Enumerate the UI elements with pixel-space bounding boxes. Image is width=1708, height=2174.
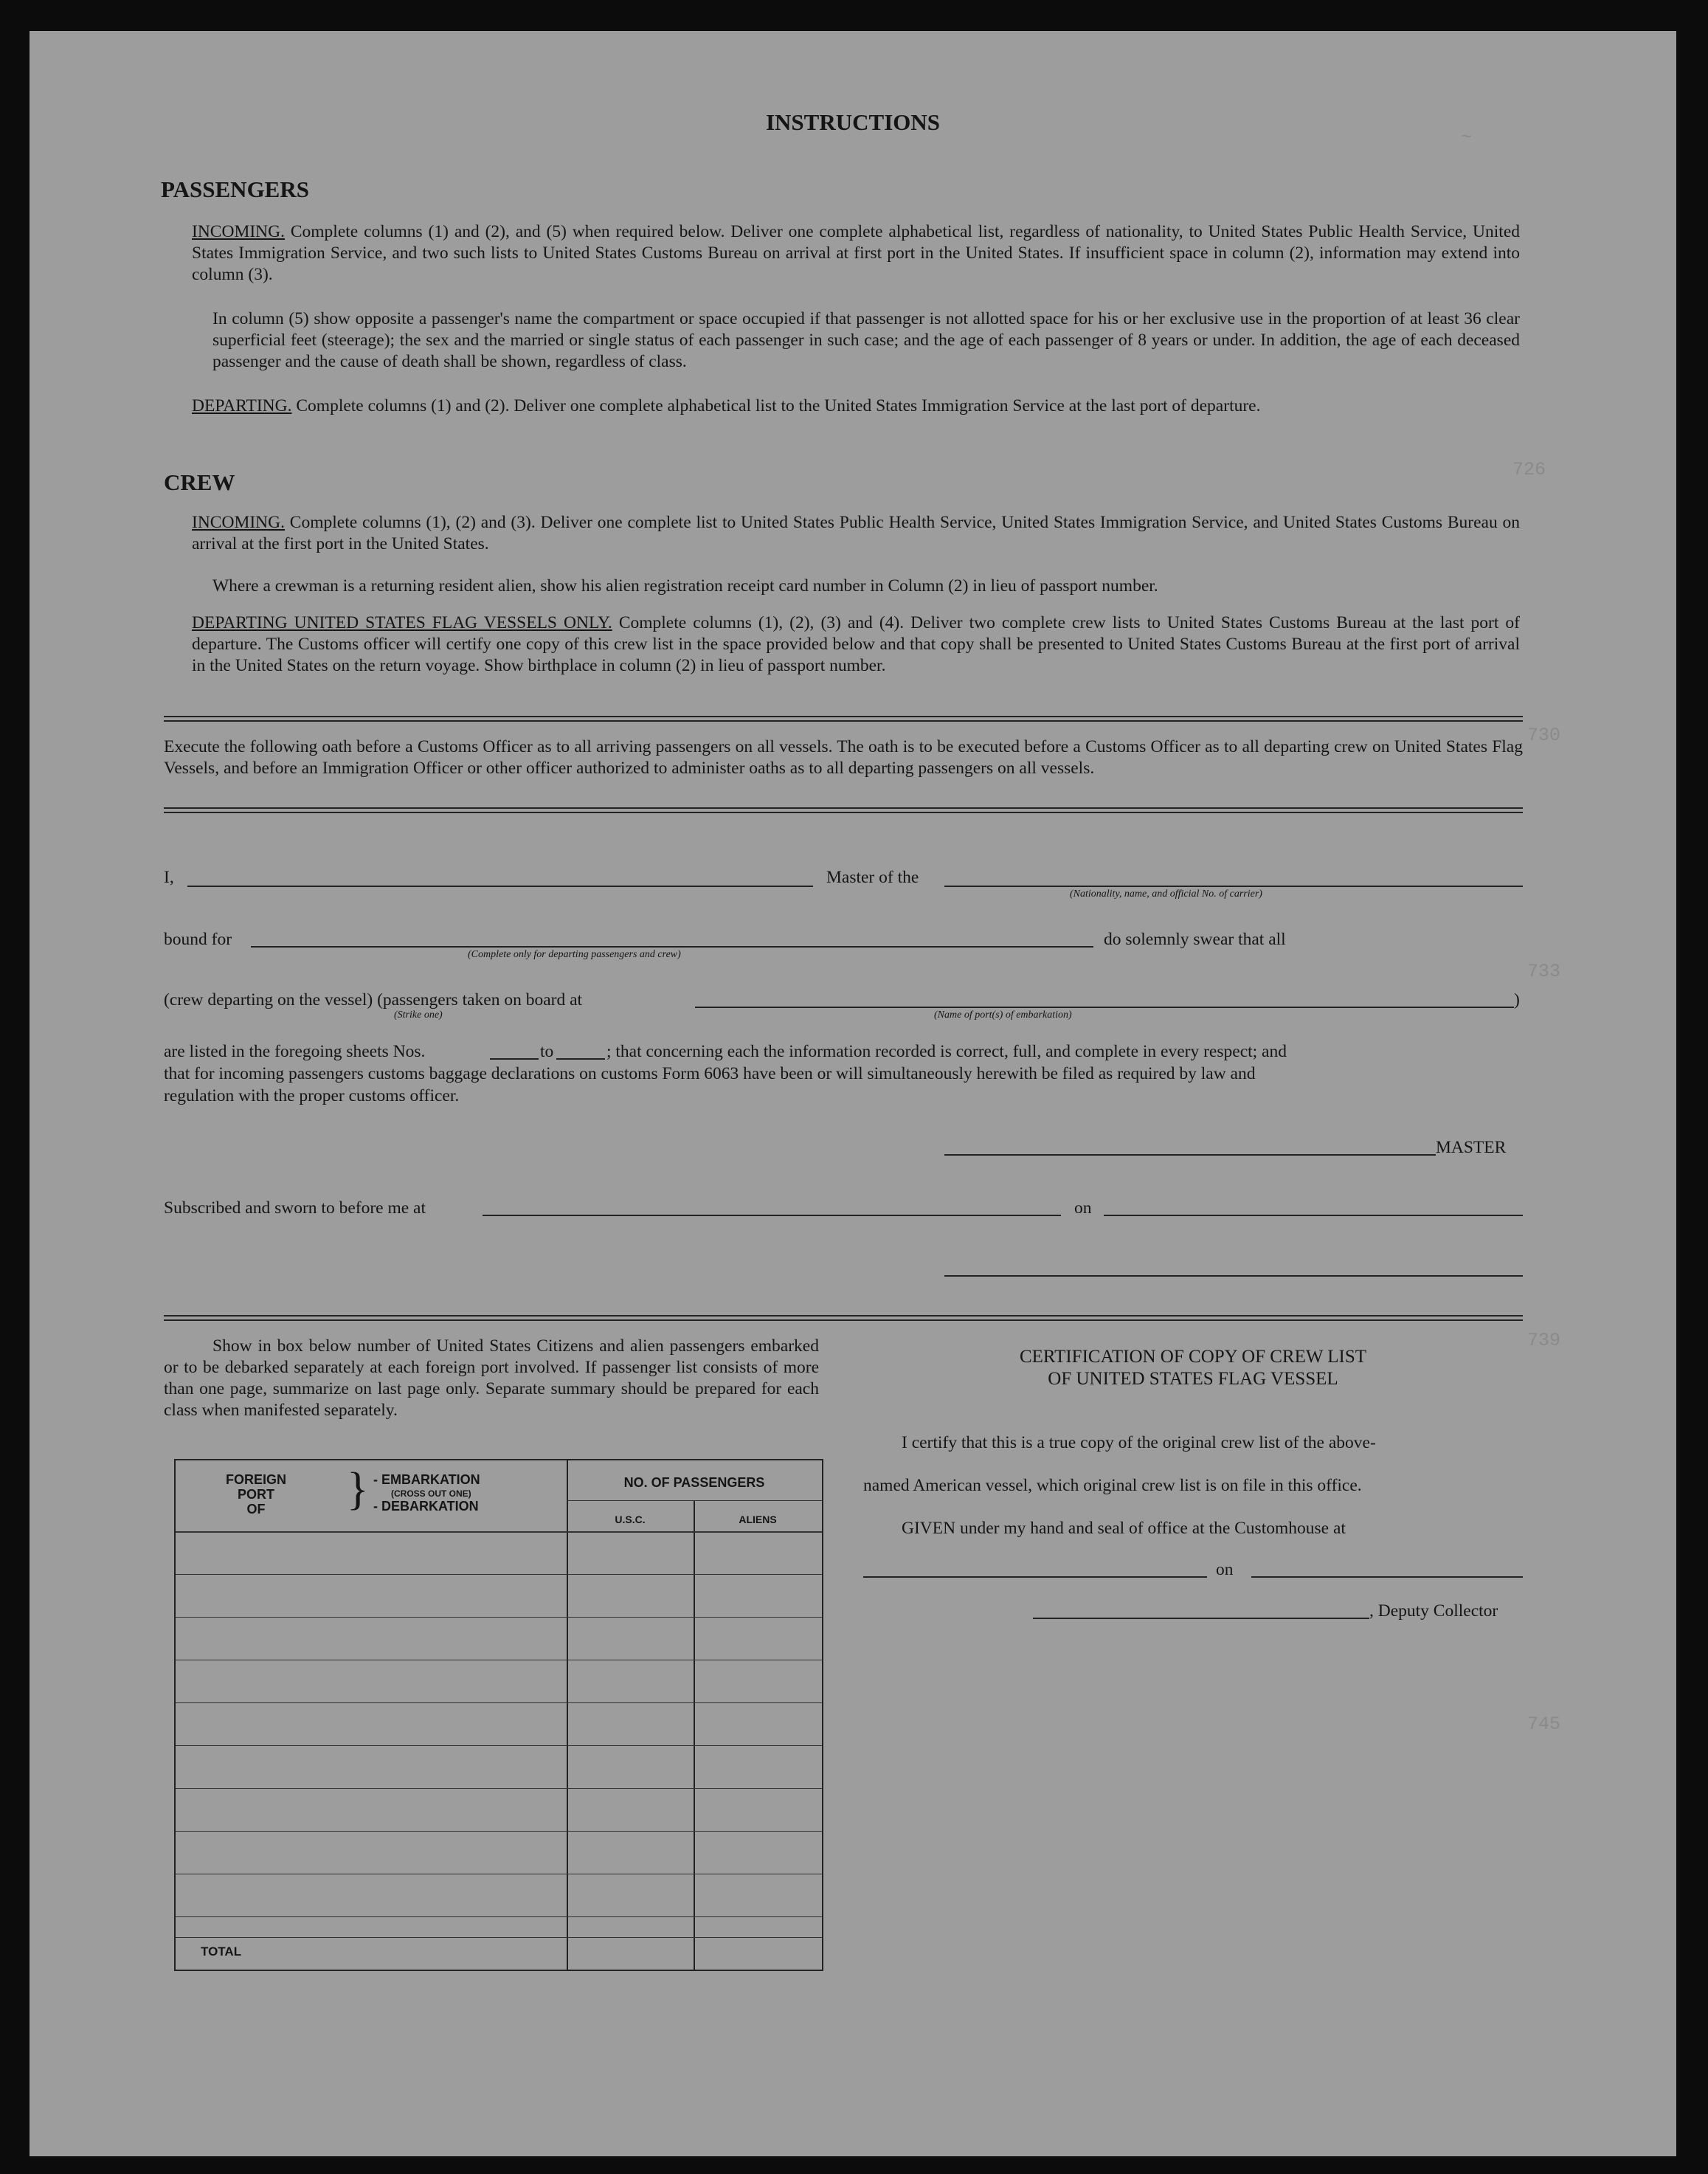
summary-instruction: Show in box below number of United States Citizens and alien passengers embarked or to be debarked separately at each foreign port involved. If passenger list consists of more than one page, summarize on last page only. Separate summary should be prepared for each class when manifested separately.	[164, 1336, 819, 1420]
table-row[interactable]	[176, 1745, 822, 1746]
nationality-caption: (Nationality, name, and official No. of carrier)	[1070, 888, 1262, 900]
crew-departing-text: Complete columns (1), (2), (3) and (4). Deliver two complete crew lists to United States Customs Bureau at the last port of departure. The Customs officer will certify one copy of this crew list in the space provided below and that copy shall be presented to United States Customs Bureau at the first port of arrival in the United States on the return voyage. Show birthplace in column (2) in lieu of passport number.	[192, 613, 1520, 675]
bleed-through-mark: ~	[1461, 127, 1473, 148]
embarkation-header: - EMBARKATION	[373, 1472, 480, 1487]
passengers-heading: PASSENGERS	[161, 176, 309, 202]
master-label: MASTER	[1436, 1138, 1507, 1157]
page-title: INSTRUCTIONS	[765, 109, 940, 135]
foreign-port-header-line: OF	[246, 1502, 266, 1516]
close-paren: )	[1514, 990, 1520, 1010]
carrier-line[interactable]	[944, 886, 1523, 887]
crew-incoming-paragraph	[192, 512, 1520, 555]
bleed-through-mark: 726	[1512, 459, 1546, 480]
subscribed-label: Subscribed and sworn to before me at	[164, 1198, 426, 1218]
master-name-line[interactable]	[187, 886, 813, 887]
cross-out-note: (CROSS OUT ONE)	[391, 1488, 471, 1499]
sheets-label: are listed in the foregoing sheets Nos.	[164, 1042, 426, 1061]
deputy-collector-label: , Deputy Collector	[1369, 1601, 1498, 1621]
certification-heading-line: CERTIFICATION OF COPY OF CREW LIST	[1019, 1347, 1367, 1367]
embarkation-port-line[interactable]	[695, 1007, 1514, 1008]
bound-for-line[interactable]	[251, 946, 1093, 948]
crew-passengers-label: (crew departing on the vessel) (passengers taken on board at	[164, 990, 583, 1010]
oath-i-label: I,	[164, 868, 174, 887]
no-passengers-header: NO. OF PASSENGERS	[623, 1475, 765, 1490]
passenger-summary-table	[174, 1459, 823, 1971]
table-divider	[176, 1531, 822, 1533]
embarkation-caption: (Name of port(s) of embarkation)	[934, 1010, 1072, 1021]
passengers-incoming-text: Complete columns (1) and (2), and (5) when required below. Deliver one complete alphabetical list, regardless of nationality, to United States Public Health Service, United States Immigration Service, and two such lists to United States Customs Bureau on arrival at first port in the United States. If insufficient space in column (2), information may extend into column (3).	[192, 222, 1520, 284]
passengers-column5-paragraph: In column (5) show opposite a passenger's name the compartment or space occupied if that passenger is not allotted space for his or her exclusive use in the proportion of at least 36 clear superficial feet (steerage); the sex and the married or single status of each passenger in such case; and the age of each passenger of 8 years or under. In addition, the age of each deceased passenger and the cause of death shall be shown, regardless of class.	[212, 309, 1520, 371]
passengers-incoming-paragraph	[192, 221, 1520, 286]
certify-text-2: named American vessel, which original crew list is on file in this office.	[863, 1476, 1362, 1495]
master-of-label: Master of the	[826, 868, 919, 887]
table-divider	[694, 1500, 695, 1970]
departing-caption: (Complete only for departing passengers and crew)	[468, 949, 681, 960]
oath-instruction: Execute the following oath before a Customs Officer as to all arriving passengers on all vessels. The oath is to be executed before a Customs Officer as to all departing crew on United States Flag Vessels, and before an Immigration Officer or other officer authorized to administer oaths as to all departing passengers on all vessels.	[164, 737, 1523, 778]
crew-incoming-lead: INCOMING.	[192, 513, 285, 532]
foreign-port-header-line: FOREIGN	[226, 1472, 287, 1487]
table-row[interactable]	[176, 1788, 822, 1789]
table-row[interactable]	[176, 1574, 822, 1575]
bleed-through-mark: 745	[1527, 1714, 1561, 1735]
table-row[interactable]	[176, 1916, 822, 1917]
table-divider	[567, 1500, 822, 1501]
certification-on-label: on	[1216, 1560, 1234, 1579]
aliens-header: ALIENS	[739, 1514, 777, 1525]
table-row[interactable]	[176, 1702, 822, 1703]
sheets-to-label: to	[540, 1042, 554, 1061]
brace-icon: }	[347, 1464, 369, 1514]
crew-incoming-text: Complete columns (1), (2) and (3). Deliver one complete list to United States Public Health Service, United States Immigration Service, and United States Customs Bureau on arrival at the first port in the United States.	[192, 513, 1520, 553]
crew-departing-paragraph	[192, 612, 1520, 677]
customhouse-line[interactable]	[863, 1576, 1207, 1578]
given-text: GIVEN under my hand and seal of office at the Customhouse at	[902, 1519, 1346, 1538]
deputy-signature-line[interactable]	[1033, 1618, 1369, 1619]
crew-departing-lead: DEPARTING UNITED STATES FLAG VESSELS ONLY.	[192, 613, 612, 632]
certification-heading-line: OF UNITED STATES FLAG VESSEL	[1048, 1369, 1338, 1389]
strike-one-caption: (Strike one)	[394, 1010, 443, 1021]
section-divider	[164, 1315, 1523, 1321]
bleed-through-mark: 730	[1527, 725, 1561, 746]
sworn-date-line[interactable]	[1104, 1215, 1523, 1216]
passengers-departing-text: Complete columns (1) and (2). Deliver one complete alphabetical list to the United States Immigration Service at the last port of departure.	[296, 396, 1261, 415]
debarkation-header: - DEBARKATION	[373, 1499, 479, 1514]
crew-resident-paragraph: Where a crewman is a returning resident alien, show his alien registration receipt card number in Column (2) in lieu of passport number.	[212, 576, 1158, 596]
certification-date-line[interactable]	[1251, 1576, 1523, 1578]
passengers-departing-paragraph	[192, 396, 1520, 417]
document-page	[30, 31, 1676, 2156]
foreign-port-header	[226, 1472, 286, 1516]
oath-text-line-1: ; that concerning each the information recorded is correct, full, and complete in every respect; and	[606, 1042, 1287, 1061]
officer-signature-line[interactable]	[944, 1275, 1523, 1277]
table-row[interactable]	[176, 1937, 822, 1938]
bleed-through-mark: 733	[1527, 961, 1561, 982]
certify-text-1: I certify that this is a true copy of the original crew list of the above-	[902, 1433, 1376, 1452]
oath-text-line-2: that for incoming passengers customs baggage declarations on customs Form 6063 have been or will simultaneously herewith be filed as required by law and	[164, 1064, 1256, 1083]
usc-header: U.S.C.	[615, 1514, 646, 1525]
bleed-through-mark: 739	[1527, 1330, 1561, 1351]
section-divider	[164, 807, 1523, 813]
passengers-departing-lead: DEPARTING.	[192, 396, 292, 415]
total-label: TOTAL	[201, 1944, 242, 1959]
sworn-place-line[interactable]	[483, 1215, 1061, 1216]
table-row[interactable]	[176, 1617, 822, 1618]
bound-for-label: bound for	[164, 930, 232, 949]
oath-text-line-3: regulation with the proper customs officer.	[164, 1086, 460, 1105]
foreign-port-header-line: PORT	[237, 1487, 274, 1502]
table-divider	[567, 1460, 568, 1970]
table-row[interactable]	[176, 1831, 822, 1832]
sheet-from-line[interactable]	[490, 1058, 539, 1060]
section-divider	[164, 716, 1523, 722]
master-signature-line[interactable]	[944, 1154, 1436, 1156]
passengers-incoming-lead: INCOMING.	[192, 222, 285, 241]
crew-heading: CREW	[164, 469, 235, 495]
sheet-to-line[interactable]	[556, 1058, 605, 1060]
swear-label: do solemnly swear that all	[1104, 930, 1286, 949]
sworn-on-label: on	[1074, 1198, 1092, 1218]
certification-heading	[863, 1346, 1523, 1390]
